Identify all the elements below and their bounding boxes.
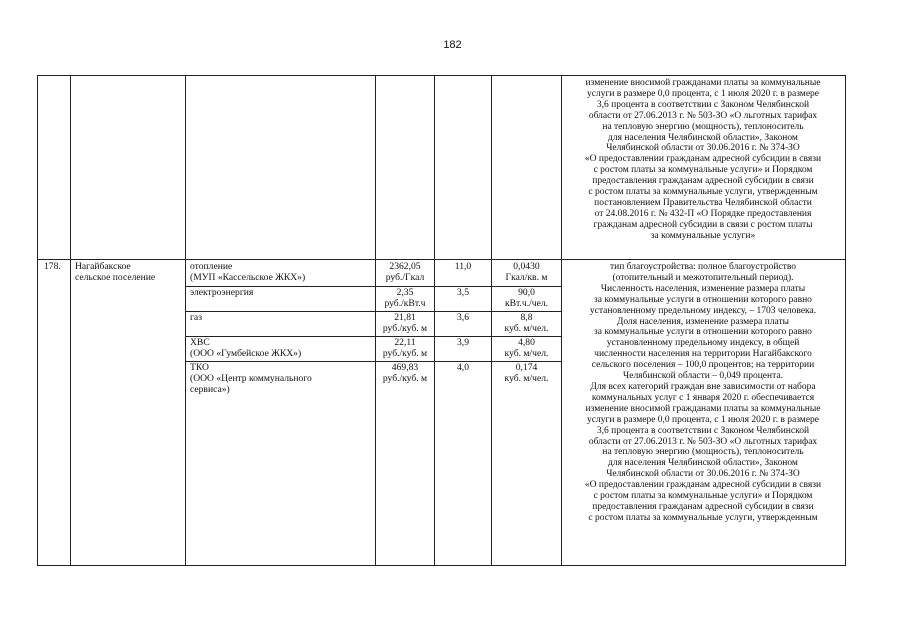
service-provider: (ООО «Гумбейское ЖКХ») [190, 348, 302, 359]
text-line: сельского поселения – 100,0 процентов; на территории [591, 360, 815, 371]
text-line: предоставления гражданам адресной субсидии в связи [592, 176, 814, 187]
row-number: 178. [44, 261, 61, 272]
text-line: установленному предельному индексу, – 1703 человека. [589, 305, 817, 316]
tariff-value: 21,81 [394, 312, 416, 323]
norm-unit: куб. м/чел. [504, 373, 549, 384]
text-line: численности населения на территории Нагайбакского [594, 349, 812, 360]
text-line: коммунальных услуг с 1 января 2020 г. обеспечивается [591, 392, 815, 403]
norm-value: 0,174 [515, 362, 538, 373]
tariff-unit: руб./куб. м [382, 348, 428, 359]
volume-value: 3,6 [457, 312, 469, 323]
text-line: за коммунальные услуги в отношении которого равно [594, 294, 812, 305]
text-line: с ростом платы за коммунальные услуги, утвержденным [588, 187, 818, 198]
text-line: Численность населения, изменение размера платы [600, 283, 806, 294]
settlement-name-line2: сельское поселение [75, 272, 156, 283]
service-provider: (ООО «Центр коммунального [190, 373, 312, 384]
service-divider [185, 311, 561, 312]
row-divider [37, 259, 846, 260]
service-provider: (МУП «Кассельское ЖКХ») [190, 272, 306, 283]
text-line: установленному предельному индексу, в общей [606, 338, 800, 349]
text-line: Для всех категорий граждан вне зависимости от набора [590, 381, 816, 392]
volume-value: 3,5 [457, 287, 469, 298]
text-line: Челябинской области от 30.06.2016 г. № 374-ЗО [606, 469, 800, 480]
volume-value: 3,9 [457, 337, 469, 348]
text-line: с ростом платы за коммунальные услуги» и Порядком [593, 165, 813, 176]
tariff-unit: руб./куб. м [382, 373, 428, 384]
tariff-unit: руб./куб. м [382, 323, 428, 334]
text-line: с ростом платы за коммунальные услуги, утвержденным [588, 512, 818, 523]
text-line: за коммунальные услуги» [650, 230, 756, 241]
text-line: на тепловую энергию (мощность), теплоноситель [602, 121, 804, 132]
norm-value: 90,0 [518, 287, 535, 298]
text-line: за коммунальные услуги в отношении которого равно [594, 327, 812, 338]
text-line: на тепловую энергию (мощность), теплоноситель [602, 447, 804, 458]
row-description [561, 262, 845, 524]
norm-unit: кВт.ч./чел. [504, 298, 549, 309]
norm-value: 8,8 [520, 312, 533, 323]
norm-unit: Гкал/кв. м [505, 272, 548, 283]
service-provider-cont: сервиса») [190, 384, 230, 395]
service-name: ТКО [190, 362, 209, 373]
text-line: Доля населения, изменение размера платы [616, 316, 790, 327]
service-name: ХВС [190, 337, 210, 348]
text-line: 3,6 процента в соответствии с Законом Челябинской [596, 99, 810, 110]
service-divider [185, 336, 561, 337]
text-line: с ростом платы за коммунальные услуги» и Порядком [593, 491, 813, 502]
text-line: от 24.08.2016 г. № 432-П «О Порядке предоставления [594, 208, 812, 219]
text-line: (отопительный и межотопительный период). [612, 272, 794, 283]
tariff-value: 22,11 [394, 337, 416, 348]
table-border-right [845, 75, 846, 566]
tariff-value: 2,35 [396, 287, 414, 298]
page-number: 182 [443, 39, 462, 51]
table-border-left [37, 75, 38, 566]
text-line: области от 27.06.2013 г. № 503-ЗО «О льготных тарифах [588, 110, 818, 121]
text-line: «О предоставлении гражданам адресной субсидии в связи [584, 154, 822, 165]
text-line: 3,6 процента в соответствии с Законом Челябинской [596, 425, 810, 436]
volume-value: 4,0 [457, 362, 469, 373]
column-divider [185, 75, 186, 566]
text-line: предоставления гражданам адресной субсидии в связи [592, 501, 814, 512]
text-line: услуги в размере 0,0 процента, с 1 июля 2020 г. в размере [586, 88, 820, 99]
text-line: для населения Челябинской области», Законом [608, 458, 798, 469]
text-line: постановлением Правительства Челябинской области [594, 197, 812, 208]
service-name: электроэнергия [190, 287, 254, 298]
text-line: гражданам адресной субсидии в связи с ростом платы [593, 219, 813, 230]
norm-value: 0,0430 [513, 261, 540, 272]
tariff-unit: руб./кВт.ч [384, 298, 426, 309]
text-line: Челябинской области от 30.06.2016 г. № 374-ЗО [606, 143, 800, 154]
text-line: «О предоставлении гражданам адресной субсидии в связи [584, 480, 822, 491]
tariff-value: 2362,05 [389, 261, 421, 272]
norm-unit: куб. м/чел. [504, 348, 549, 359]
norm-unit: куб. м/чел. [504, 323, 549, 334]
text-line: изменение вносимой гражданами платы за коммунальные [585, 403, 821, 414]
text-line: услуги в размере 0,0 процента, с 1 июля 2020 г. в размере [586, 414, 820, 425]
tariff-value: 469,83 [391, 362, 419, 373]
column-divider [70, 75, 71, 566]
table-top-border [37, 75, 846, 76]
text-line: тип благоустройства: полное благоустройство [609, 262, 797, 272]
text-line: изменение вносимой гражданами платы за коммунальные [585, 78, 821, 88]
service-name: отопление [190, 261, 233, 272]
text-line: области от 27.06.2013 г. № 503-ЗО «О льготных тарифах [588, 436, 818, 447]
settlement-name-line1: Нагайбакское [75, 261, 131, 272]
text-line: Челябинской области – 0,049 процента. [623, 371, 783, 382]
previous-row-description [561, 78, 845, 242]
text-line: для населения Челябинской области», Законом [608, 132, 798, 143]
service-divider [185, 361, 561, 362]
tariff-unit: руб./Гкал [385, 272, 425, 283]
volume-value: 11,0 [454, 261, 472, 272]
service-name: газ [190, 312, 202, 323]
table-bottom-border [37, 565, 846, 566]
norm-value: 4,80 [518, 337, 535, 348]
